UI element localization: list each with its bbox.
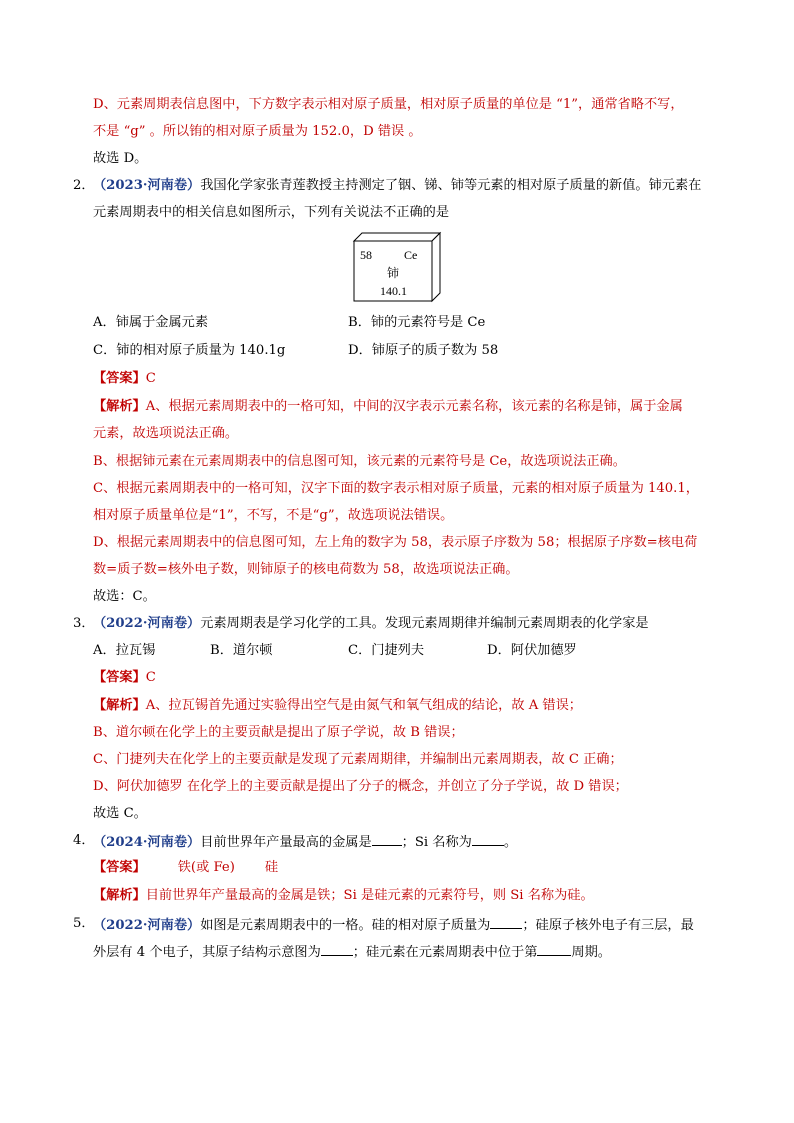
q5-stem-a: 如图是元素周期表中的一格。硅的相对原子质量为 — [200, 918, 491, 933]
q3-option-c: C．门捷列夫 — [348, 643, 425, 658]
q2-number: 2． — [73, 178, 95, 193]
q2-analysis-line2: 元素，故选项说法正确。 — [93, 426, 239, 441]
q4-analysis — [93, 886, 594, 906]
q3-number: 3． — [73, 616, 95, 631]
q2-stem-line2: 元素周期表中的相关信息如图所示，下列有关说法不正确的是 — [93, 205, 450, 220]
q2-option-d: D．铈原子的质子数为 58 — [348, 343, 499, 358]
q4-answer-1: 铁(或 Fe) — [177, 860, 235, 875]
q2-analysis-label: 【解析】 — [93, 399, 146, 414]
tile-atomic-number: 58 — [360, 248, 372, 262]
q3-option-a: A．拉瓦锡 — [93, 643, 156, 658]
q2-analysis-line1 — [93, 397, 683, 417]
tile-symbol: Ce — [404, 248, 418, 262]
q2-analysis-line6: D、根据元素周期表中的信息图可知，左上角的数字为 58，表示原子序数为 58；根据原子序数=核电荷 — [93, 535, 698, 550]
q3-conclusion: 故选 C。 — [93, 806, 147, 821]
q4-analysis-text: 目前世界年产量最高的金属是铁；Si 是硅元素的元素符号，则 Si 名称为硅。 — [145, 888, 594, 903]
q2-analysis-line4: C、根据元素周期表中的一格可知，汉字下面的数字表示相对原子质量，元素的相对原子质量为 140.1， — [93, 481, 699, 496]
q3-analysis-line1 — [93, 696, 582, 716]
q4-answer — [93, 858, 278, 878]
element-tile-figure — [352, 231, 442, 303]
q5-blank-1 — [490, 914, 522, 929]
q4-source: （2024·河南卷） — [93, 835, 201, 850]
q3-analysis-line3: C、门捷列夫在化学上的主要贡献是发现了元素周期律，并编制出元素周期表，故 C 正确； — [93, 752, 623, 767]
prev-conclusion: 故选 D。 — [93, 151, 148, 166]
q4-stem-b: ；Si 名称为 — [401, 835, 472, 850]
q2-analysis-line7: 数=质子数=核外电子数，则铈原子的核电荷数为 58，故选项说法正确。 — [93, 562, 519, 577]
q3-answer — [93, 668, 156, 688]
q2-conclusion: 故选：C。 — [93, 589, 156, 604]
q5-source: （2022·河南卷） — [93, 918, 201, 933]
q2-analysis-line5: 相对原子质量单位是“1”，不写，不是“g”，故选项说法错误。 — [93, 508, 454, 523]
q4-blank-2 — [472, 831, 504, 846]
q5-stem-line2 — [93, 941, 611, 963]
q5-stem-d: ；硅元素在元素周期表中位于第 — [352, 945, 538, 960]
q3-stem-text: 元素周期表是学习化学的工具。发现元素周期律并编制元素周期表的化学家是 — [200, 616, 649, 631]
q3-source: （2022·河南卷） — [93, 616, 201, 631]
q4-number: 4． — [73, 833, 95, 848]
tile-mass: 140.1 — [380, 284, 407, 298]
q3-analysis-text1: A、拉瓦锡首先通过实验得出空气是由氮气和氧气组成的结论，故 A 错误； — [145, 698, 582, 713]
q2-answer — [93, 369, 156, 389]
q4-stem-a: 目前世界年产量最高的金属是 — [200, 835, 372, 850]
q3-analysis-line4: D、阿伏加德罗 在化学上的主要贡献是提出了分子的概念，并创立了分子学说，故 D 错误； — [93, 779, 628, 794]
q4-answer-label: 【答案】 — [93, 860, 146, 875]
q3-option-b: B．道尔顿 — [210, 643, 273, 658]
q2-stem-text1: 我国化学家张青莲教授主持测定了铟、锑、铈等元素的相对原子质量的新值。铈元素在 — [200, 178, 702, 193]
q3-analysis-line2: B、道尔顿在化学上的主要贡献是提出了原子学说，故 B 错误； — [93, 725, 464, 740]
q2-source: （2023·河南卷） — [93, 178, 201, 193]
q2-answer-label: 【答案】 — [93, 371, 146, 386]
q3-answer-label: 【答案】 — [93, 670, 146, 685]
q3-option-d: D．阿伏加德罗 — [487, 643, 577, 658]
prev-option-d-line2: 不是 “g” 。所以铕的相对原子质量为 152.0，D 错误 。 — [93, 124, 422, 139]
q4-answer-2: 硅 — [264, 860, 279, 875]
q4-analysis-label: 【解析】 — [93, 888, 146, 903]
q3-stem — [93, 614, 649, 634]
q5-stem-b: ；硅原子核外电子有三层，最 — [522, 918, 694, 933]
q5-number: 5． — [73, 916, 95, 931]
q2-option-c: C．铈的相对原子质量为 140.1g — [93, 343, 286, 358]
q2-option-a: A．铈属于金属元素 — [93, 315, 209, 330]
q2-analysis-line3: B、根据铈元素在元素周期表中的信息图可知，该元素的元素符号是 Ce，故选项说法正确。 — [93, 454, 626, 469]
prev-option-d-line1: D、元素周期表信息图中，下方数字表示相对原子质量，相对原子质量的单位是 “1”，通常省略不写， — [93, 97, 684, 112]
q5-blank-2 — [321, 941, 353, 956]
q2-stem-line1 — [93, 176, 701, 196]
q2-option-b: B．铈的元素符号是 Ce — [348, 315, 486, 330]
q2-answer-value: C — [145, 371, 156, 386]
q4-stem-c: 。 — [503, 835, 518, 850]
tile-name: 铈 — [387, 266, 400, 280]
q3-analysis-label: 【解析】 — [93, 698, 146, 713]
q4-stem — [93, 831, 517, 853]
q5-stem-line1 — [93, 914, 694, 936]
q4-blank-1 — [372, 831, 402, 846]
q3-answer-value: C — [145, 670, 156, 685]
q2-analysis-text1: A、根据元素周期表中的一格可知，中间的汉字表示元素名称，该元素的名称是铈，属于金属 — [145, 399, 683, 414]
q5-stem-c: 外层有 4 个电子，其原子结构示意图为 — [93, 945, 321, 960]
q5-stem-e: 周期。 — [571, 945, 611, 960]
q5-blank-3 — [537, 941, 571, 956]
